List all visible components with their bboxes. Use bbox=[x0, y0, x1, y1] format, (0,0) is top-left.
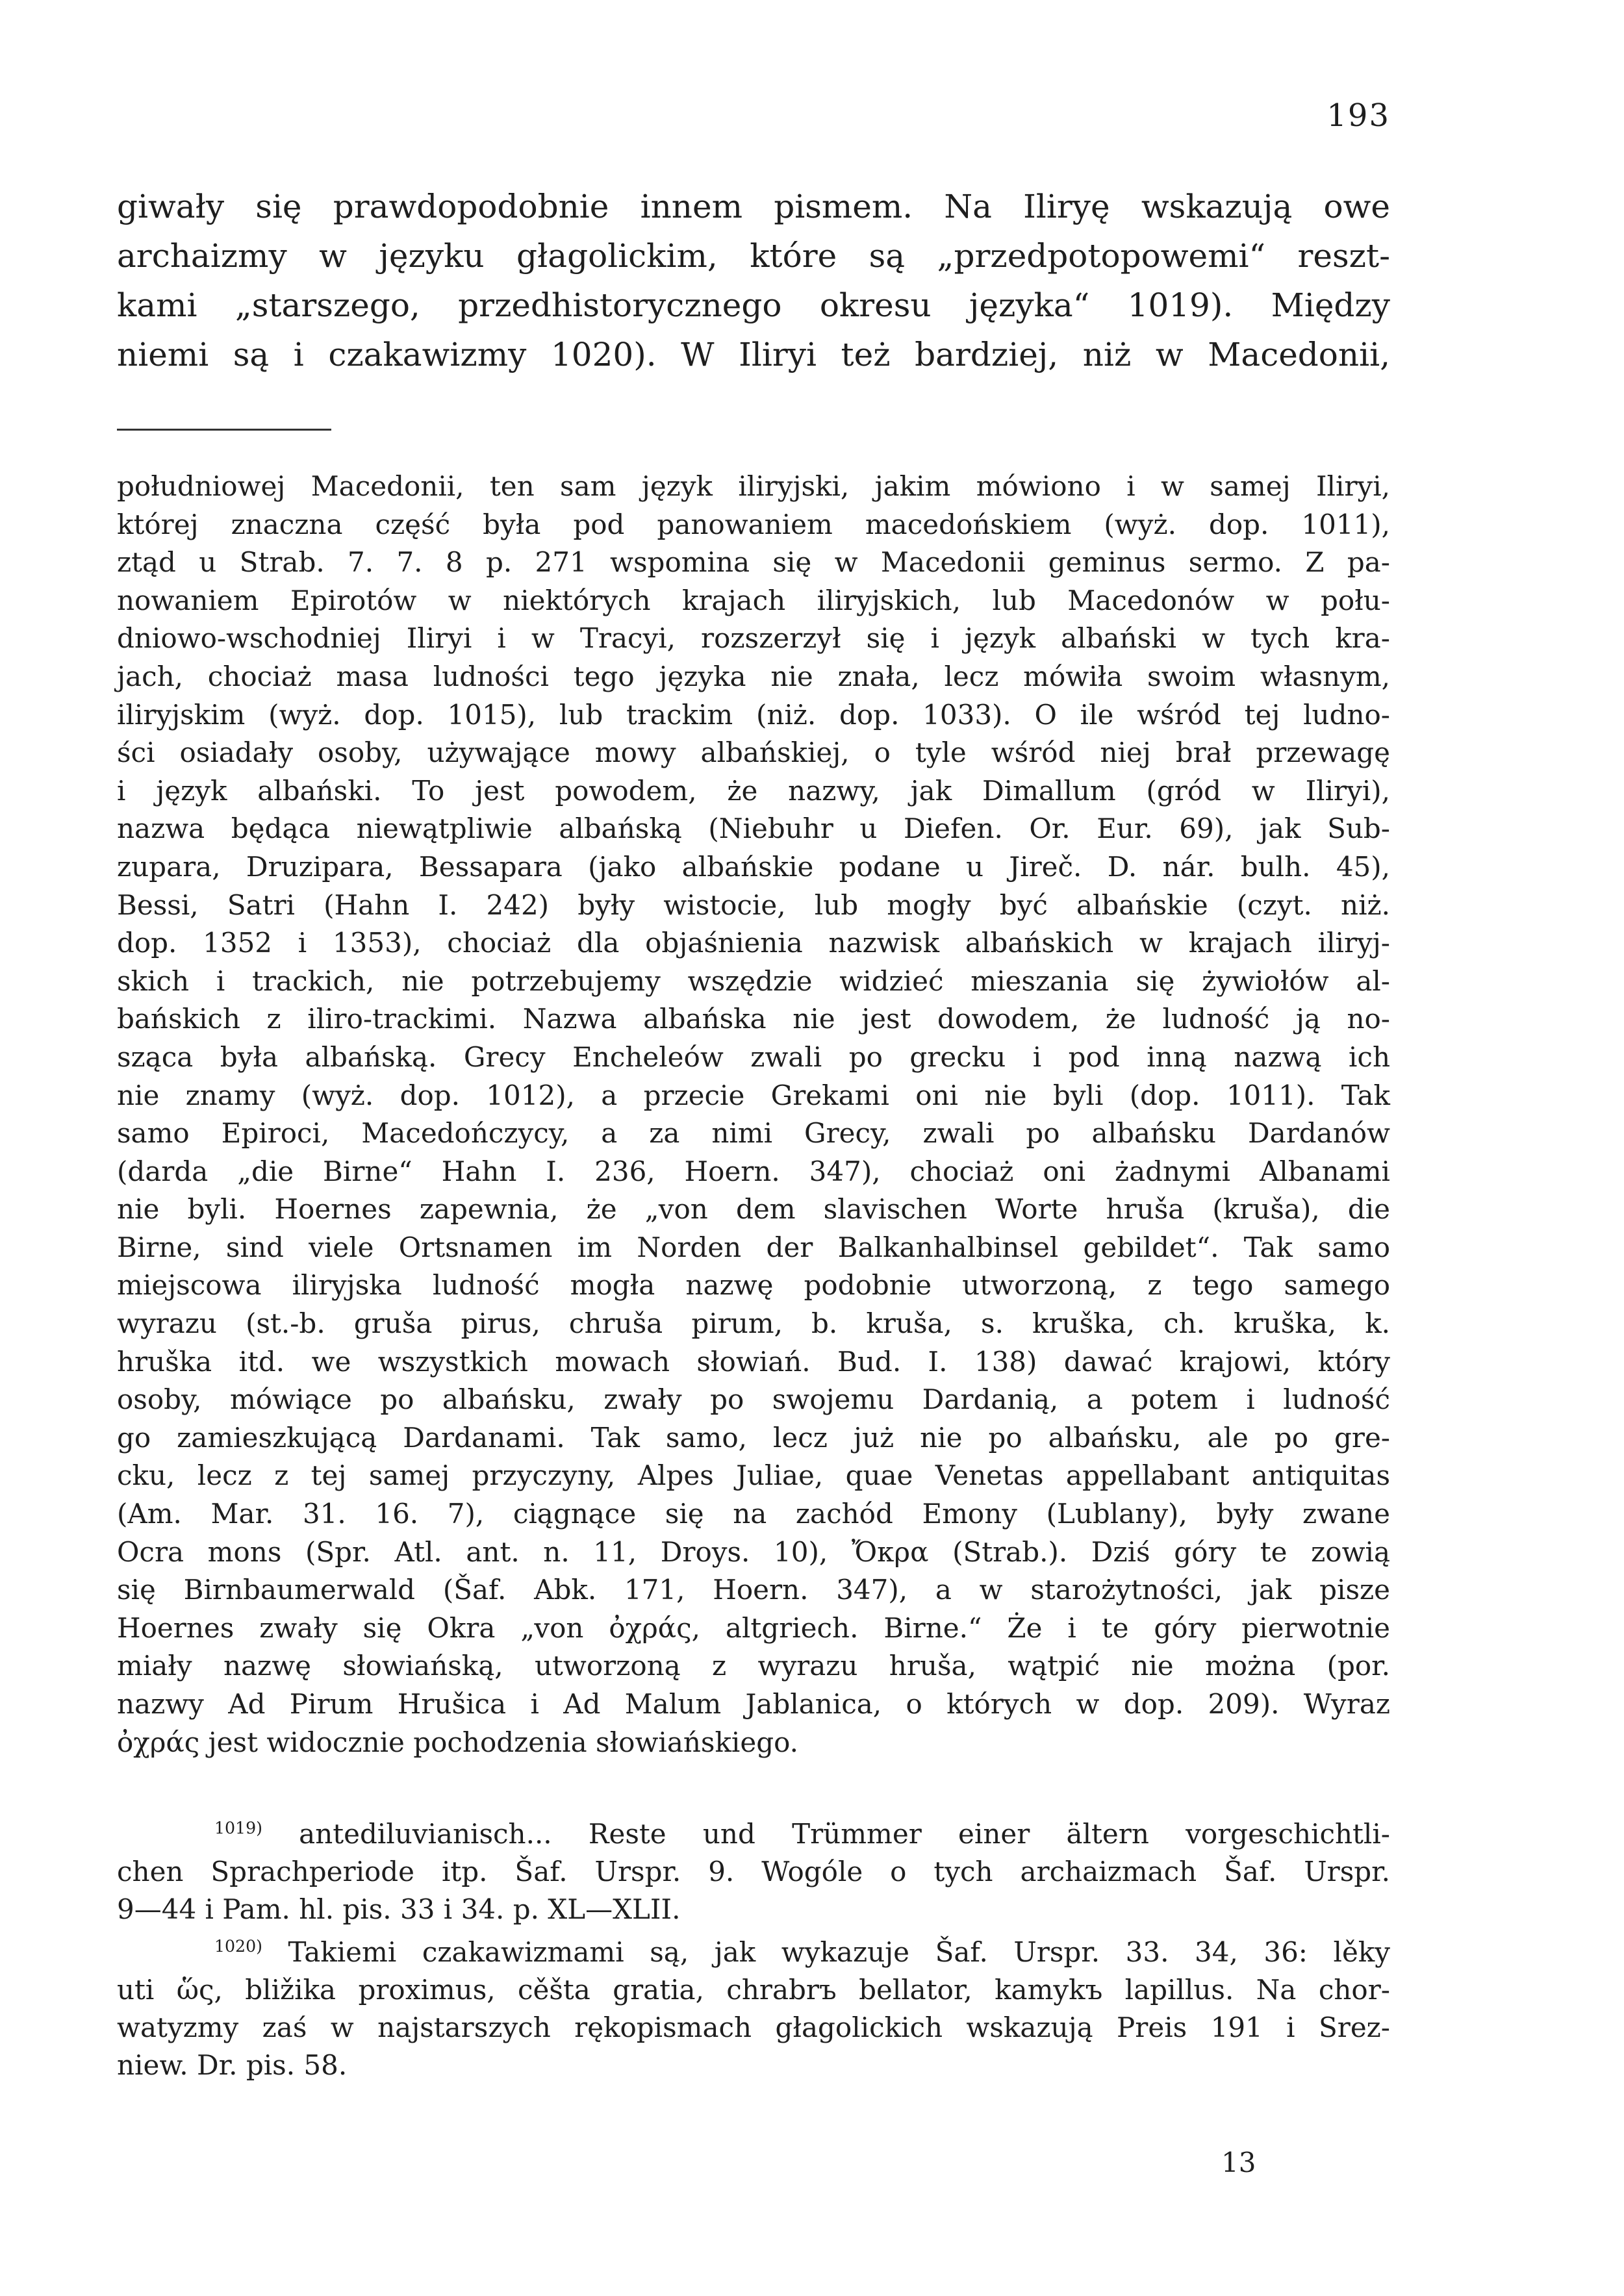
footnote-line: samo Epiroci, Macedończycy, a za nimi Grecy, zwali po albańsku Dardanów bbox=[117, 1117, 1390, 1150]
footnote-line: niew. Dr. pis. 58. bbox=[117, 2049, 348, 2081]
footnote-first-line bbox=[117, 1815, 1390, 1853]
footnote-1019 bbox=[117, 1815, 1390, 1928]
footnote-line: Ocra mons (Spr. Atl. ant. n. 11, Droys. 10), Ὄκρα (Strab.). Dziś góry te zowią bbox=[117, 1535, 1390, 1568]
footnote-marker: 1020) bbox=[214, 1937, 262, 1956]
signature-mark: 13 bbox=[1221, 2147, 1256, 2178]
page-number: 193 bbox=[1326, 97, 1390, 134]
footnote-line: sząca była albańską. Grecy Encheleów zwali po grecku i pod inną nazwą ich bbox=[117, 1041, 1390, 1073]
footnote-line: ztąd u Strab. 7. 7. 8 p. 271 wspomina się w Macedonii geminus sermo. Z pa- bbox=[117, 546, 1390, 579]
footnote-line: hruška itd. we wszystkich mowach słowiań. Bud. I. 138) dawać krajowi, który bbox=[117, 1345, 1390, 1378]
footnote-line: 9—44 i Pam. hl. pis. 33 i 34. p. XL—XLII. bbox=[117, 1893, 681, 1925]
footnote-line: go zamieszkującą Dardanami. Tak samo, lecz już nie po albańsku, ale po gre- bbox=[117, 1421, 1390, 1454]
footnote-line: dniowo-wschodniej Iliryi i w Tracyi, rozszerzył się i język albański w tych kra- bbox=[117, 622, 1390, 655]
footnote-line: jach, chociaż masa ludności tego języka nie znała, lecz mówiła swoim własnym, bbox=[117, 660, 1390, 692]
footnote-line: iliryjskim (wyż. dop. 1015), lub trackim (niż. dop. 1033). O ile wśród tej ludno- bbox=[117, 698, 1390, 731]
footnote-line: zupara, Druzipara, Bessapara (jako albańskie podane u Jireč. D. nár. bulh. 45), bbox=[117, 850, 1390, 883]
footnote-line: nazwy Ad Pirum Hrušica i Ad Malum Jablanica, o których w dop. 209). Wyraz bbox=[117, 1688, 1390, 1720]
footnote-line: (Am. Mar. 31. 16. 7), ciągnące się na zachód Emony (Lublany), były zwane bbox=[117, 1498, 1390, 1530]
main-text bbox=[117, 182, 1390, 379]
main-line: archaizmy w języku głagolickim, które są „przedpotopowemi“ reszt- bbox=[117, 237, 1390, 275]
footnote-divider bbox=[117, 429, 331, 431]
main-line: giwały się prawdopodobnie innem pismem. Na Iliryę wskazują owe bbox=[117, 188, 1390, 225]
footnote-line: której znaczna część była pod panowaniem macedońskiem (wyż. dop. 1011), bbox=[117, 508, 1390, 540]
footnote-line: nie znamy (wyż. dop. 1012), a przecie Grekami oni nie byli (dop. 1011). Tak bbox=[117, 1079, 1390, 1111]
footnote-line: nazwa będąca niewątpliwie albańską (Niebuhr u Diefen. Or. Eur. 69), jak Sub- bbox=[117, 813, 1390, 845]
footnote-1020 bbox=[117, 1934, 1390, 2084]
footnotes bbox=[117, 1815, 1390, 2089]
footnote-line: południowej Macedonii, ten sam język iliryjski, jakim mówiono i w samej Iliryi, bbox=[117, 470, 1390, 502]
footnote-line: uti ὥς, bližika proximus, cěšta gratia, chrabrъ bellator, kamykъ lapillus. Na chor- bbox=[117, 1974, 1390, 2006]
footnote-line: Birne, sind viele Ortsnamen im Norden der Balkanhalbinsel gebildet“. Tak samo bbox=[117, 1231, 1390, 1263]
main-line: niemi są i czakawizmy 1020). W Iliryi też bardziej, niż w Macedonii, bbox=[117, 336, 1390, 373]
footnote-line: chen Sprachperiode itp. Šaf. Urspr. 9. Wogóle o tych archaizmach Šaf. Urspr. bbox=[117, 1856, 1390, 1887]
footnote-line: bańskich z iliro-trackimi. Nazwa albańska nie jest dowodem, że ludność ją no- bbox=[117, 1003, 1390, 1035]
footnote-line: miały nazwę słowiańską, utworzoną z wyrazu hruša, wątpić nie można (por. bbox=[117, 1650, 1390, 1682]
footnote-text: antediluvianisch... Reste und Trümmer einer ältern vorgeschichtli- bbox=[299, 1818, 1390, 1850]
footnote-first-line bbox=[117, 1934, 1390, 1971]
footnote-line: nowaniem Epirotów w niektórych krajach iliryjskich, lub Macedonów w połu- bbox=[117, 584, 1390, 616]
footnote-line: ὀχράς jest widocznie pochodzenia słowiańskiego. bbox=[117, 1726, 798, 1758]
footnote-line: się Birnbaumerwald (Šaf. Abk. 171, Hoern. 347), a w starożytności, jak pisze bbox=[117, 1574, 1390, 1606]
footnote-line: watyzmy zaś w najstarszych rękopismach głagolickich wskazują Preis 191 i Srez- bbox=[117, 2012, 1390, 2043]
continued-footnote bbox=[117, 468, 1390, 1761]
footnote-line: osoby, mówiące po albańsku, zwały po swojemu Dardanią, a potem i ludność bbox=[117, 1383, 1390, 1416]
footnote-line: ści osiadały osoby, używające mowy albańskiej, o tyle wśród niej brał przewagę bbox=[117, 737, 1390, 769]
footnote-line: nie byli. Hoernes zapewnia, że „von dem slavischen Worte hruša (kruša), die bbox=[117, 1193, 1390, 1226]
footnote-line: skich i trackich, nie potrzebujemy wszędzie widzieć mieszania się żywiołów al- bbox=[117, 965, 1390, 997]
main-line: kami „starszego, przedhistorycznego okresu języka“ 1019). Między bbox=[117, 286, 1390, 324]
footnote-marker: 1019) bbox=[214, 1819, 262, 1837]
footnote-line: i język albański. To jest powodem, że nazwy, jak Dimallum (gród w Iliryi), bbox=[117, 774, 1390, 807]
footnote-line: wyrazu (st.-b. gruša pirus, chruša pirum, b. kruša, s. kruška, ch. kruška, k. bbox=[117, 1307, 1390, 1340]
footnote-line: Hoernes zwały się Okra „von ὀχράς, altgriech. Birne.“ Że i te góry pierwotnie bbox=[117, 1611, 1390, 1644]
footnote-line: (darda „die Birne“ Hahn I. 236, Hoern. 347), chociaż oni żadnymi Albanami bbox=[117, 1155, 1390, 1187]
footnote-line: dop. 1352 i 1353), chociaż dla objaśnienia nazwisk albańskich w krajach iliryj- bbox=[117, 927, 1390, 959]
footnote-text: Takiemi czakawizmami są, jak wykazuje Šaf. Urspr. 33. 34, 36: lěky bbox=[288, 1936, 1390, 1968]
footnote-line: miejscowa iliryjska ludność mogła nazwę podobnie utworzoną, z tego samego bbox=[117, 1269, 1390, 1302]
footnote-line: Bessi, Satri (Hahn I. 242) były wistocie, lub mogły być albańskie (czyt. niż. bbox=[117, 889, 1390, 921]
footnote-line: cku, lecz z tej samej przyczyny, Alpes Juliae, quae Venetas appellabant antiquitas bbox=[117, 1459, 1390, 1492]
